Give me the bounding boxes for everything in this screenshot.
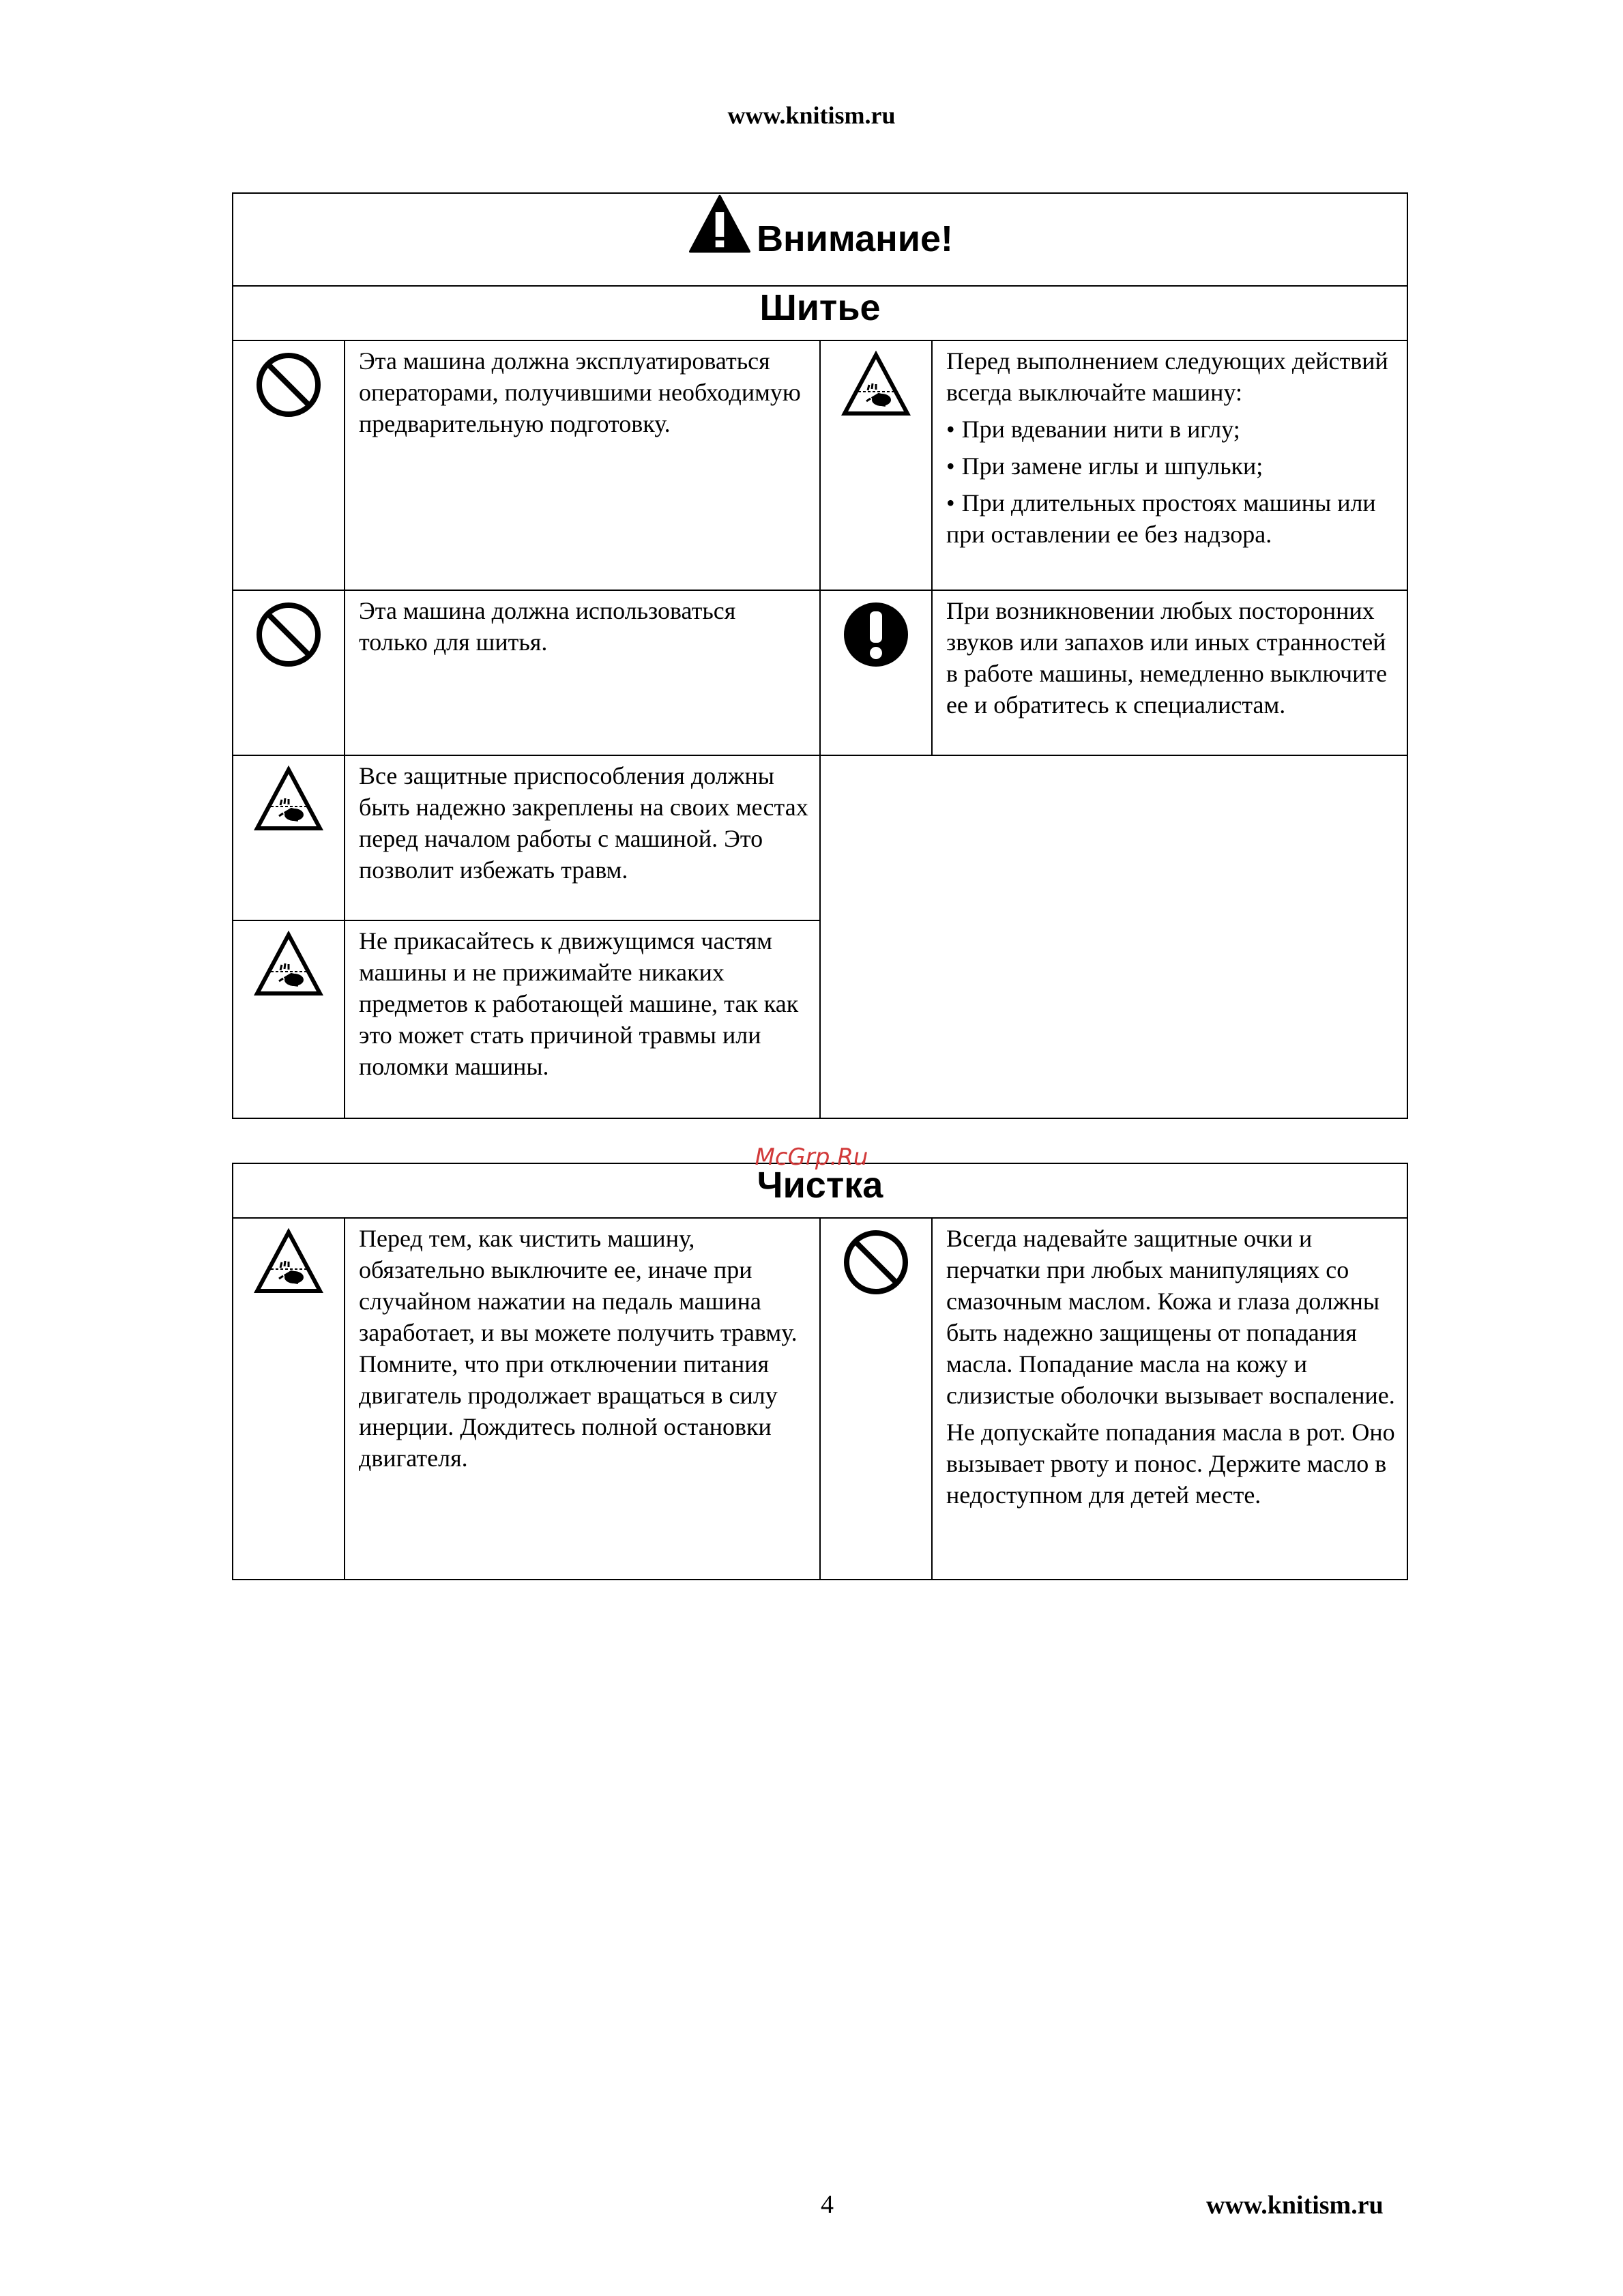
safety-note-text: Не прикасайтесь к движущимся частям машины и не прижимайте никаких предметов к работающей машине, так как это может стать причиной травмы или поломки машины. xyxy=(359,927,799,1080)
safety-note-strange-noise xyxy=(932,590,1407,755)
icon-cell xyxy=(233,755,345,920)
watermark: McGrp.Ru xyxy=(755,1144,868,1171)
safety-note-moving-parts xyxy=(345,920,820,1118)
safety-note-guards xyxy=(345,755,820,920)
safety-note-text: Эта машина должна использоваться только для шитья. xyxy=(359,597,736,656)
footer-url: www.knitism.ru xyxy=(1206,2191,1384,2220)
safety-note-text: Всегда надевайте защитные очки и перчатки при любых манипуляциях со смазочным маслом. Кожа и глаза должны быть надежно защищены от попадания масла. Попадание масла на кожу и слизистые оболочки вызывает воспаление. xyxy=(946,1225,1395,1409)
icon-cell xyxy=(233,920,345,1118)
icon-cell xyxy=(820,340,932,590)
mandatory-exclamation-icon xyxy=(842,600,910,669)
safety-note-text: Эта машина должна эксплуатироваться операторами, получившими необходимую предварительную подготовку. xyxy=(359,347,801,437)
warning-title xyxy=(233,193,1407,286)
warning-title-text: Внимание! xyxy=(757,218,953,259)
hand-injury-warning-icon xyxy=(251,1228,326,1296)
section-title-sewing: Шитье xyxy=(233,286,1407,340)
list-item: • При замене иглы и шпульки; xyxy=(946,450,1396,482)
safety-note-before-cleaning xyxy=(345,1218,820,1580)
icon-cell xyxy=(233,340,345,590)
prohibition-icon xyxy=(842,1228,910,1296)
hand-injury-warning-icon xyxy=(838,351,913,419)
safety-note-sewing-only xyxy=(345,590,820,755)
cleaning-safety-table xyxy=(232,1163,1408,1580)
list-item: • При длительных простоях машины или при оставлении ее без надзора. xyxy=(946,487,1396,550)
icon-cell xyxy=(233,590,345,755)
empty-cell xyxy=(820,755,1407,1118)
hand-injury-warning-icon xyxy=(251,931,326,999)
safety-note-text: Перед тем, как чистить машину, обязательно выключите ее, иначе при случайном нажатии на педаль машина заработает, и вы можете получить травму. Помните, что при отключении питания двигатель продолжает вращаться в силу инерции. Дождитесь полной остановки двигателя. xyxy=(359,1225,798,1472)
section-title-cleaning: Чистка xyxy=(233,1163,1407,1218)
header-url: www.knitism.ru xyxy=(727,102,896,129)
safety-note-text: Все защитные приспособления должны быть надежно закреплены на своих местах перед началом работы с машиной. Это позволит избежать травм. xyxy=(359,762,808,884)
page-number: 4 xyxy=(821,2190,834,2219)
icon-cell xyxy=(820,590,932,755)
list-item: • При вдевании нити в иглу; xyxy=(946,413,1396,445)
safety-note-operators xyxy=(345,340,820,590)
safety-note-switch-off xyxy=(932,340,1407,590)
safety-note-oil xyxy=(932,1218,1407,1580)
icon-cell xyxy=(233,1218,345,1580)
safety-note-text: При возникновении любых посторонних звуков или запахов или иных странностей в работе машины, немедленно выключите ее и обратитесь к специалистам. xyxy=(946,597,1388,718)
bullet-list xyxy=(946,413,1396,550)
safety-note-text: Перед выполнением следующих действий всегда выключайте машину: xyxy=(946,347,1388,406)
hand-injury-warning-icon xyxy=(251,766,326,834)
prohibition-icon xyxy=(254,600,323,669)
prohibition-icon xyxy=(254,351,323,419)
safety-note-text: Не допускайте попадания масла в рот. Оно вызывает рвоту и понос. Держите масло в недоступном для детей месте. xyxy=(946,1419,1395,1509)
sewing-safety-table xyxy=(232,192,1408,1119)
icon-cell xyxy=(820,1218,932,1580)
warning-triangle-icon xyxy=(687,194,752,255)
